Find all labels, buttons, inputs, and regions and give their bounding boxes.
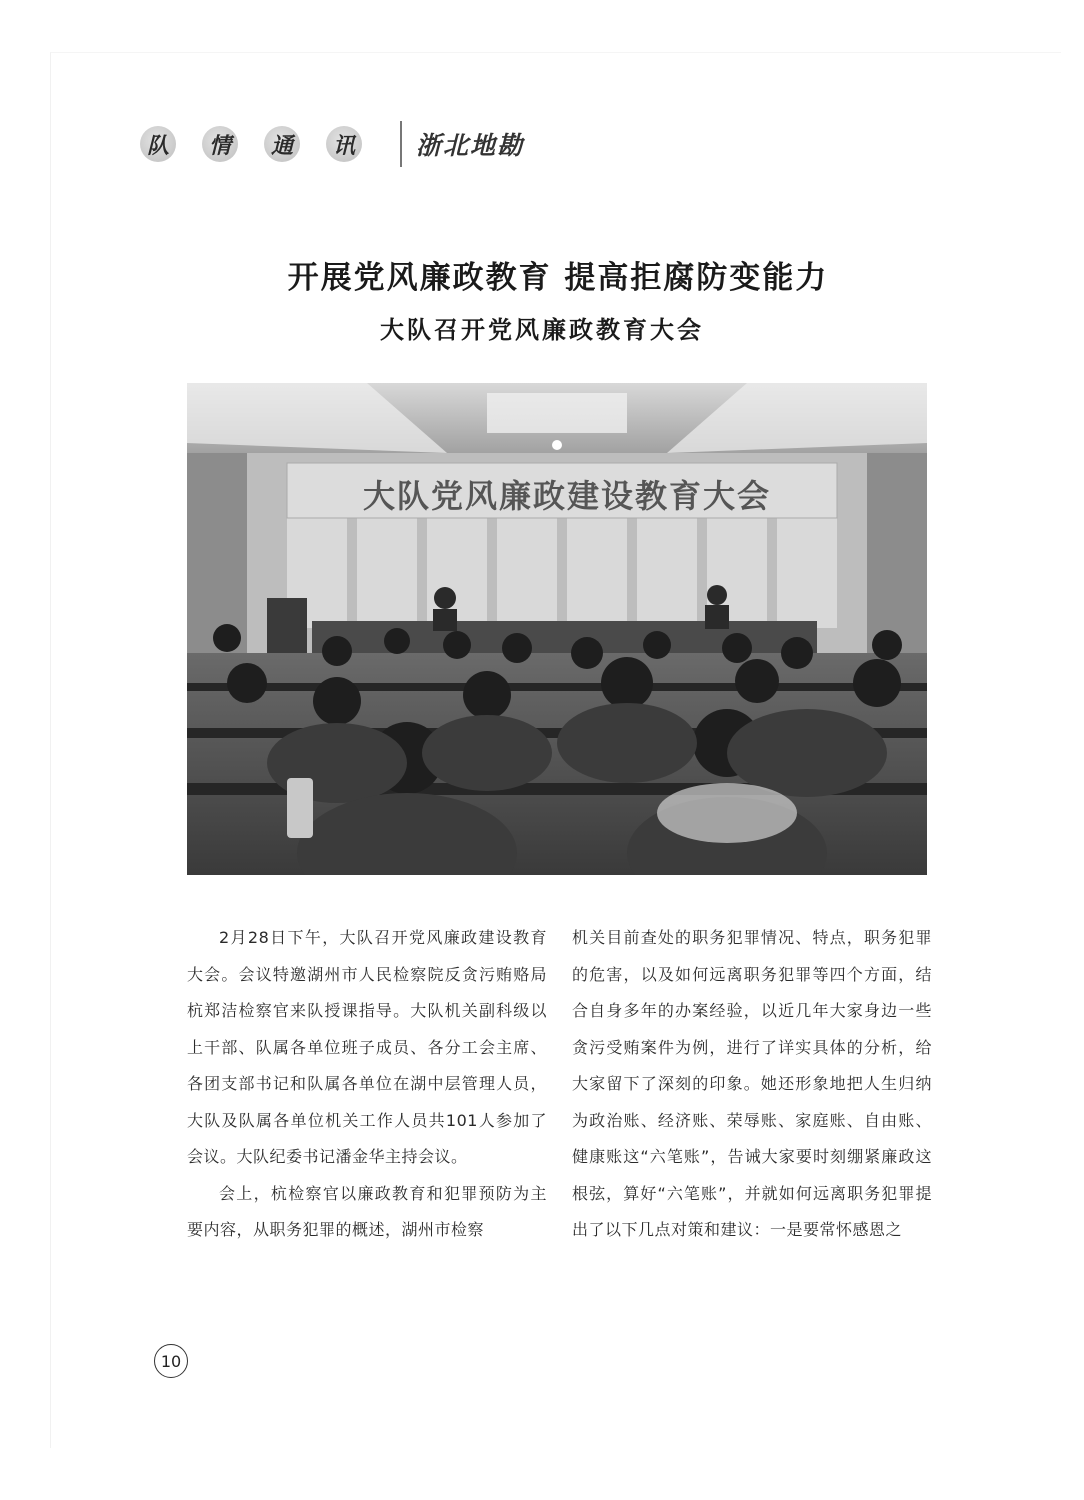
- section-badge-2: 情: [202, 126, 238, 162]
- section-badge-4: 讯: [326, 126, 362, 162]
- paragraph-2-continued: 机关目前查处的职务犯罪情况、特点，职务犯罪的危害，以及如何远离职务犯罪等四个方面，结合自身多年的办案经验，以近几年大家身边一些贪污受贿案件为例，进行了详实具体的分析，给大家留下了深刻的印象。她还形象地把人生归纳为政治账、经济账、荣辱账、家庭账、自由账、健康账这“六笔账”，告诫大家要时刻绷紧廉政这根弦，算好“六笔账”，并就如何远离职务犯罪提出了以下几点对策和建议：一是要常怀感恩之: [572, 928, 932, 1239]
- article-subtitle: 大队召开党风廉政教育大会: [380, 316, 704, 344]
- section-badge-3: 通: [264, 126, 300, 162]
- article-body-left: [187, 920, 547, 1249]
- paragraph-2: 会上，杭检察官以廉政教育和犯罪预防为主要内容，从职务犯罪的概述，湖州市检察: [187, 1183, 547, 1239]
- section-badge-1: 队: [140, 126, 176, 162]
- paragraph-1: 2月28日下午，大队召开党风廉政建设教育大会。会议特邀湖州市人民检察院反贪污贿赂局杭郑洁检察官来队授课指导。大队机关副科级以上干部、队属各单位班子成员、各分工会主席、各团支部书记和队属各单位在湖中层管理人员，大队及队属各单位机关工作人员共101人参加了会议。大队纪委书记潘金华主持会议。: [187, 928, 547, 1166]
- page-number: 10: [154, 1344, 188, 1378]
- article-body-right: [572, 920, 932, 1249]
- brand-logo-text: 浙北地勘: [416, 131, 525, 160]
- section-header: [140, 116, 524, 172]
- meeting-photo: [187, 383, 927, 875]
- article-title: 开展党风廉政教育 提高拒腐防变能力: [287, 260, 829, 296]
- photo-banner-text: 大队党风廉政建设教育大会: [362, 477, 771, 515]
- header-divider: [400, 121, 402, 167]
